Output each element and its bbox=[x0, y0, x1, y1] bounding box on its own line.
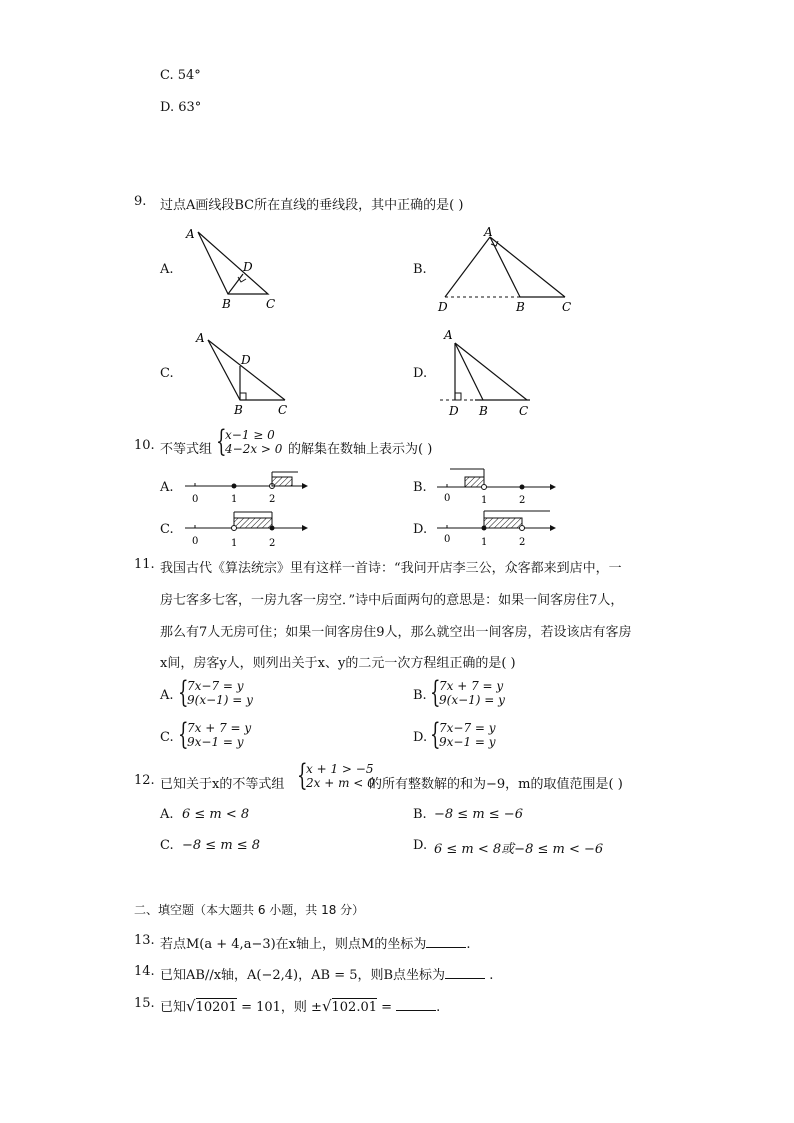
q9-label-d: D. bbox=[413, 366, 428, 381]
q9-figure-d bbox=[435, 325, 545, 420]
q10-label-a: A. bbox=[160, 480, 174, 495]
q10-numberline-b bbox=[432, 463, 562, 508]
q10-numberline-d bbox=[432, 505, 562, 550]
q9c-point-c: C bbox=[278, 403, 288, 417]
q15-text-pre: 已知 bbox=[160, 1000, 187, 1015]
q15-sqrt-symbol-1: √ bbox=[186, 997, 196, 1015]
q11-label-c: C. bbox=[160, 730, 174, 745]
q9c-point-a: A bbox=[196, 331, 205, 345]
q13-text: 若点M(a + 4,a−3)在x轴上，则点M的坐标为 bbox=[160, 937, 427, 952]
q11-line2: 房七客多七客，一房九客一房空．”诗中后面两句的意思是：如果一间客房住7人， bbox=[160, 593, 624, 608]
q11a-brace: { bbox=[178, 675, 189, 710]
q10b-tick-2: 2 bbox=[519, 495, 526, 506]
q9b-point-a: A bbox=[484, 225, 493, 239]
q10a-tick-1: 1 bbox=[231, 494, 238, 505]
q11d-line1: 7x−7 = y bbox=[439, 721, 496, 735]
q10-label-d: D. bbox=[413, 522, 428, 537]
q10-sys-line1: x−1 ≥ 0 bbox=[225, 428, 275, 442]
q9b-point-c: C bbox=[562, 300, 572, 314]
q11a-line2: 9(x−1) = y bbox=[187, 693, 253, 707]
q9d-point-b: B bbox=[479, 404, 488, 418]
q10-numberline-c bbox=[180, 508, 310, 550]
q10c-tick-1: 1 bbox=[231, 538, 238, 549]
q15-sqrt-symbol-2: √ bbox=[321, 997, 332, 1015]
q9a-point-b: B bbox=[222, 297, 231, 311]
q10c-tick-2: 2 bbox=[269, 538, 276, 549]
q12-stem-pre: 已知关于x的不等式组 bbox=[160, 777, 285, 792]
q9-figure-a bbox=[180, 222, 290, 314]
q12-option-b-text: −8 ≤ m ≤ −6 bbox=[434, 807, 523, 822]
q9b-point-d: D bbox=[438, 300, 448, 314]
q11a-line1: 7x−7 = y bbox=[187, 679, 244, 693]
q8-option-c: C. 54° bbox=[160, 68, 201, 83]
q15-radicand-2: 102.01 bbox=[331, 1000, 377, 1015]
q9c-point-d: D bbox=[241, 353, 251, 367]
q8-option-d: D. 63° bbox=[160, 100, 202, 115]
q10c-tick-0: 0 bbox=[192, 536, 199, 547]
q12-stem-post: 的所有整数解的和为−9，m的取值范围是( ) bbox=[369, 777, 623, 792]
q10-sys-line2: 4−2x > 0 bbox=[225, 442, 283, 456]
q13-number: 13. bbox=[134, 933, 155, 948]
q11-line4: x间，房客y人，则列出关于x、y的二元一次方程组正确的是( ) bbox=[160, 656, 516, 671]
q11d-line2: 9x−1 = y bbox=[439, 735, 496, 749]
q13-end: . bbox=[466, 937, 471, 952]
q12-label-d: D. bbox=[413, 838, 428, 853]
q9c-point-b: B bbox=[234, 403, 243, 417]
q15-answer-blank[interactable] bbox=[396, 998, 436, 1011]
q10-numberline-a bbox=[180, 466, 310, 508]
q10b-tick-1: 1 bbox=[481, 495, 488, 506]
q9d-point-d: D bbox=[449, 404, 459, 418]
q10-brace: { bbox=[216, 424, 227, 459]
q9-label-b: B. bbox=[413, 262, 427, 277]
q15-number: 15. bbox=[134, 996, 155, 1011]
q9a-point-a: A bbox=[186, 227, 195, 241]
q12-sys-line2: 2x + m < 0 bbox=[306, 776, 375, 790]
q10a-tick-0: 0 bbox=[192, 494, 199, 505]
q11d-brace: { bbox=[430, 717, 441, 752]
q11b-line2: 9(x−1) = y bbox=[439, 693, 505, 707]
q10-label-b: B. bbox=[413, 480, 427, 495]
q12-label-c: C. bbox=[160, 838, 174, 853]
q15-text-mid: = 101，则 ± bbox=[236, 1000, 322, 1015]
q13-answer-blank[interactable] bbox=[426, 935, 466, 948]
q15-eq: = bbox=[377, 1000, 397, 1015]
q14-row bbox=[160, 964, 493, 983]
q12-label-a: A. bbox=[160, 807, 174, 822]
q9-figure-b bbox=[430, 222, 580, 314]
q9-figure-c bbox=[190, 328, 300, 420]
q11-label-d: D. bbox=[413, 730, 428, 745]
q10b-tick-0: 0 bbox=[444, 493, 451, 504]
q10d-tick-2: 2 bbox=[519, 537, 526, 548]
q10-label-c: C. bbox=[160, 522, 174, 537]
q11-line1: 我国古代《算法统宗》里有这样一首诗：“我问开店李三公，众客都来到店中，一 bbox=[160, 561, 622, 576]
q10-stem-post: 的解集在数轴上表示为( ) bbox=[288, 442, 433, 457]
q12-sys-line1: x + 1 > −5 bbox=[306, 762, 374, 776]
q9a-point-d: D bbox=[243, 260, 253, 274]
q12-label-b: B. bbox=[413, 807, 427, 822]
section-title-fill-in: 二、填空题（本大题共 6 小题，共 18 分） bbox=[134, 903, 365, 917]
q15-sqrt-1 bbox=[186, 997, 237, 1015]
q15-sqrt-2 bbox=[322, 997, 377, 1015]
q10d-tick-1: 1 bbox=[481, 537, 488, 548]
q12-option-c-text: −8 ≤ m ≤ 8 bbox=[182, 838, 261, 853]
q9b-point-b: B bbox=[516, 300, 525, 314]
q12-option-a-text: 6 ≤ m < 8 bbox=[182, 807, 250, 822]
q11b-brace: { bbox=[430, 675, 441, 710]
q11-number: 11. bbox=[134, 557, 155, 572]
q10d-tick-0: 0 bbox=[444, 534, 451, 545]
q9d-point-a: A bbox=[444, 328, 453, 342]
q10-stem-pre: 不等式组 bbox=[160, 442, 213, 457]
q14-end: . bbox=[485, 968, 494, 983]
q15-radicand-1: 10201 bbox=[195, 1000, 237, 1015]
q9-number: 9. bbox=[134, 194, 147, 209]
q11-line3: 那么有7人无房可住；如果一间客房住9人，那么就空出一间客房，若设该店有客房 bbox=[160, 625, 632, 640]
q12-number: 12. bbox=[134, 773, 155, 788]
q9-stem: 过点A画线段BC所在直线的垂线段，其中正确的是( ) bbox=[160, 198, 464, 213]
q10a-tick-2: 2 bbox=[269, 494, 276, 505]
q12-option-d-text: 6 ≤ m < 8或−8 ≤ m < −6 bbox=[434, 842, 604, 857]
q15-end: . bbox=[436, 1000, 441, 1015]
q10-number: 10. bbox=[134, 438, 155, 453]
q12-brace: { bbox=[297, 758, 308, 793]
q11-label-b: B. bbox=[413, 688, 427, 703]
q11b-line1: 7x + 7 = y bbox=[439, 679, 504, 693]
q9-label-a: A. bbox=[160, 262, 174, 277]
q14-answer-blank[interactable] bbox=[445, 966, 485, 979]
q14-number: 14. bbox=[134, 964, 155, 979]
q11c-line1: 7x + 7 = y bbox=[187, 721, 252, 735]
q13-row bbox=[160, 933, 470, 952]
q14-text: 已知AB//x轴，A(−2,4)，AB = 5，则B点坐标为 bbox=[160, 968, 446, 983]
q11c-line2: 9x−1 = y bbox=[187, 735, 244, 749]
q15-row bbox=[160, 996, 440, 1015]
q9a-point-c: C bbox=[266, 297, 276, 311]
q11-label-a: A. bbox=[160, 688, 174, 703]
q11c-brace: { bbox=[178, 717, 189, 752]
q9d-point-c: C bbox=[519, 404, 529, 418]
q9-label-c: C. bbox=[160, 366, 174, 381]
